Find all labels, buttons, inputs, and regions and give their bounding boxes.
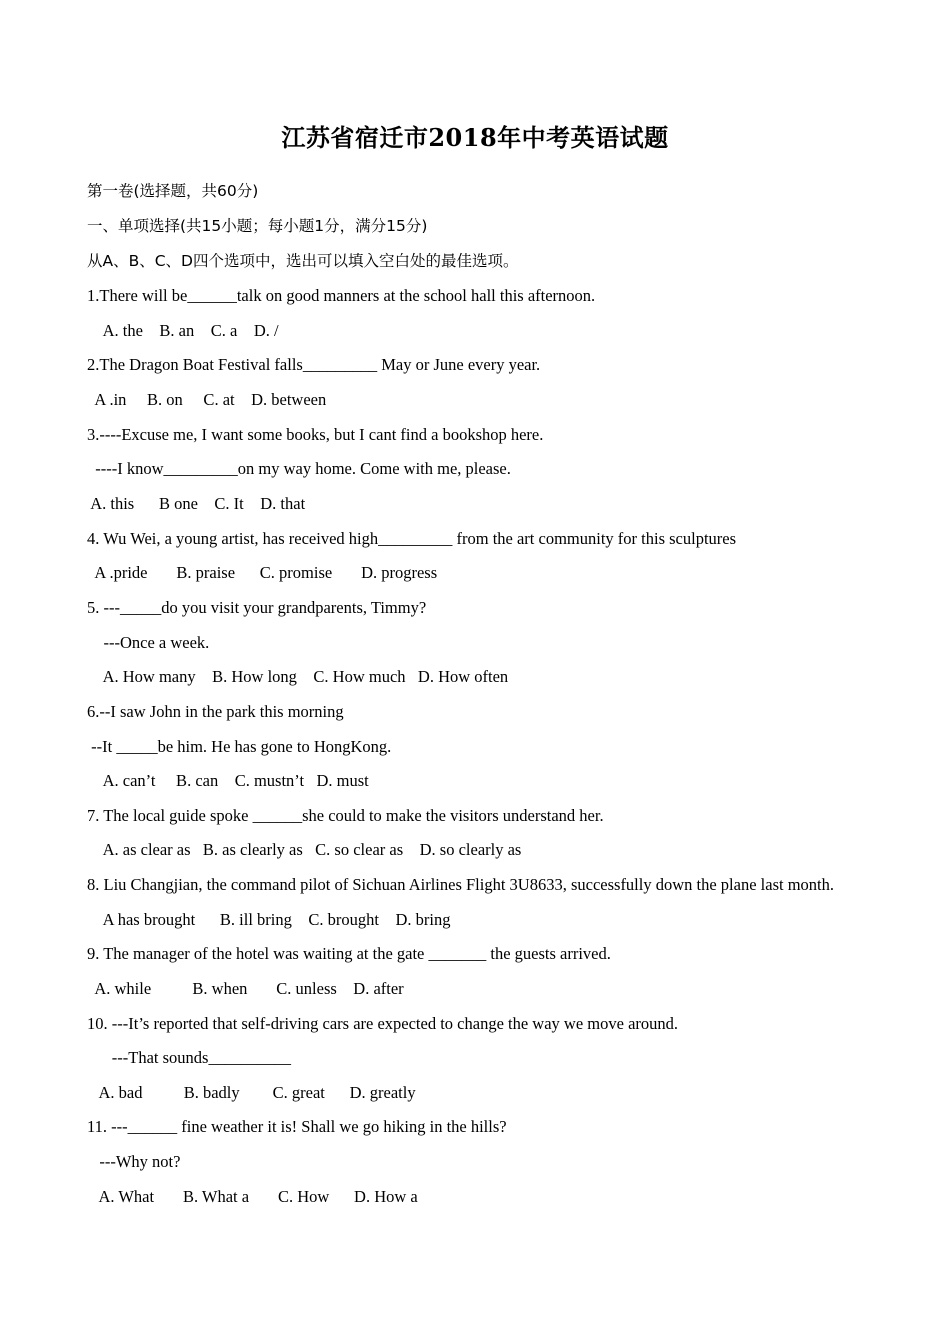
question-11-line-2: ---Why not?: [87, 1152, 181, 1171]
question-7: 7. The local guide spoke ______she could to make the visitors understand her.: [87, 806, 604, 825]
question-5: 5. ---_____do you visit your grandparents, Timmy?: [87, 598, 427, 617]
question-3-options: A. this B one C. It D. that: [87, 494, 306, 513]
question-9: 9. The manager of the hotel was waiting at the gate _______ the guests arrived.: [87, 944, 611, 963]
question-9-options: A. while B. when C. unless D. after: [87, 979, 404, 998]
question-2-options: A .in B. on C. at D. between: [87, 390, 327, 409]
instructions: 从A、B、C、D四个选项中，选出可以填入空白处的最佳选项。: [87, 252, 519, 270]
question-4: 4. Wu Wei, a young artist, has received high_________ from the art community for this sculptures: [87, 529, 737, 548]
question-6: 6.--I saw John in the park this morning: [87, 702, 344, 721]
section-heading: 第一卷(选择题，共60分): [87, 182, 259, 200]
question-1-options: A. the B. an C. a D. /: [87, 321, 279, 340]
question-11-options: A. What B. What a C. How D. How a: [87, 1187, 418, 1206]
question-5-options: A. How many B. How long C. How much D. How often: [87, 667, 509, 686]
question-10: 10. ---It’s reported that self-driving cars are expected to change the way we move around.: [87, 1014, 679, 1033]
question-7-options: A. as clear as B. as clearly as C. so clear as D. so clearly as: [87, 840, 522, 859]
question-5-line-2: ---Once a week.: [87, 633, 210, 652]
question-2: 2.The Dragon Boat Festival falls_________ May or June every year.: [87, 355, 541, 374]
question-6-line-2: --It _____be him. He has gone to HongKong.: [87, 737, 392, 756]
page-title: 江苏省宿迁市2018年中考英语试题: [281, 123, 669, 152]
question-1: 1.There will be______talk on good manners at the school hall this afternoon.: [87, 286, 596, 305]
question-10-options: A. bad B. badly C. great D. greatly: [87, 1083, 416, 1102]
question-11: 11. ---______ fine weather it is! Shall we go hiking in the hills?: [87, 1117, 507, 1136]
part-heading: 一、单项选择(共15小题；每小题1分，满分15分): [87, 217, 428, 235]
question-8: 8. Liu Changjian, the command pilot of Sichuan Airlines Flight 3U8633, successfully down the plane last month.: [87, 875, 834, 894]
question-8-options: A has brought B. ill bring C. brought D. bring: [87, 910, 451, 929]
question-10-line-2: ---That sounds__________: [87, 1048, 291, 1067]
question-6-options: A. can’t B. can C. mustn’t D. must: [87, 771, 369, 790]
question-3-line-2: ----I know_________on my way home. Come with me, please.: [87, 459, 511, 478]
question-3: 3.----Excuse me, I want some books, but I cant find a bookshop here.: [87, 425, 544, 444]
question-4-options: A .pride B. praise C. promise D. progress: [87, 563, 438, 582]
